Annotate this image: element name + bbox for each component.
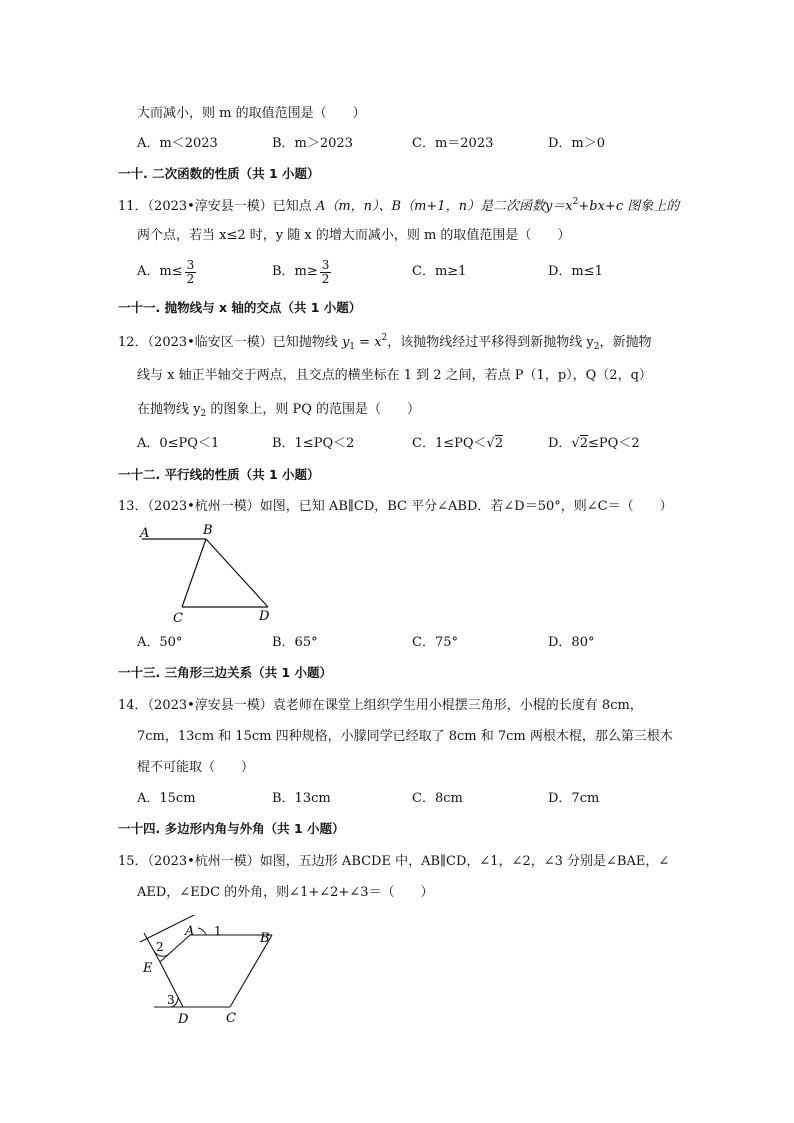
q11-option-d: D．m≤1 bbox=[548, 264, 603, 279]
q14-option-d: D．7cm bbox=[548, 791, 600, 806]
q12-option-d-prefix: D． bbox=[548, 436, 572, 451]
q12-line1-e: ，新抛物 bbox=[599, 335, 652, 350]
q11-line-1 bbox=[118, 197, 679, 217]
q12-option-c-radicand: 2 bbox=[494, 436, 504, 451]
q12-option-a: A．0≤PQ＜1 bbox=[137, 436, 220, 451]
q12-line3-sub: 2 bbox=[200, 409, 207, 419]
section-heading-10: 一十. 二次函数的性质（共 1 小题） bbox=[118, 166, 320, 181]
q12-option-d bbox=[548, 434, 640, 454]
label-d: D bbox=[259, 609, 270, 624]
q13-line-1: 13．（2023•杭州一模）如图，已知 AB∥CD，BC 平分∠ABD．若∠D＝50°，则∠C＝（ ） bbox=[118, 499, 673, 514]
q11-option-b-fraction bbox=[320, 259, 332, 286]
q10-option-d: D．m＞0 bbox=[548, 136, 606, 151]
angle-label-1: 1 bbox=[214, 924, 222, 938]
q11-line-2: 两个点，若当 x≤2 时，y 随 x 的增大而减小，则 m 的取值范围是（ ） bbox=[137, 228, 571, 243]
section-heading-11: 一十一. 抛物线与 x 轴的交点（共 1 小题） bbox=[118, 300, 362, 315]
q11-sup: 2 bbox=[572, 197, 579, 207]
q14-line-3: 棍不可能取（ ） bbox=[137, 760, 255, 775]
sqrt-symbol: √ bbox=[486, 436, 495, 451]
q12-y1: y bbox=[341, 335, 350, 350]
q14-option-a: A．15cm bbox=[137, 791, 196, 806]
q11-line1-d: +bx+c 图象上的 bbox=[578, 199, 680, 214]
q11-option-b-prefix: B．m≥ bbox=[272, 264, 318, 279]
q12-option-d-radicand: 2 bbox=[579, 436, 589, 451]
q15-pentagon-figure bbox=[130, 915, 290, 1030]
label-b: B bbox=[203, 523, 213, 538]
q14-line-1: 14．（2023•淳安县一模）袁老师在课堂上组织学生用小棍摆三角形，小棍的长度有 8cm， bbox=[118, 698, 643, 713]
q12-sub1: 1 bbox=[349, 342, 356, 352]
q12-option-c bbox=[412, 434, 503, 454]
segment-bd bbox=[206, 539, 268, 607]
label-a: A bbox=[185, 924, 195, 939]
section-heading-13: 一十三. 三角形三边关系（共 1 小题） bbox=[118, 665, 333, 680]
q13-triangle-figure bbox=[130, 520, 290, 630]
q12-option-c-text: C．1≤PQ＜ bbox=[412, 436, 487, 451]
section-heading-14: 一十四. 多边形内角与外角（共 1 小题） bbox=[118, 821, 345, 836]
q12-line3-b: 的图象上，则 PQ 的范围是（ ） bbox=[206, 402, 421, 417]
q10-option-a: A．m＜2023 bbox=[137, 136, 218, 151]
q10-option-c: C．m＝2023 bbox=[412, 136, 494, 151]
q13-option-d: D．80° bbox=[548, 635, 595, 650]
q12-sub2: 2 bbox=[593, 342, 600, 352]
q12-line-3 bbox=[137, 400, 420, 420]
q15-line-1: 15．（2023•杭州一模）如图，五边形 ABCDE 中，AB∥CD，∠1，∠2，∠3 分别是∠BAE，∠ bbox=[118, 854, 670, 869]
q11-option-a bbox=[137, 256, 198, 288]
q14-line-2: 7cm，13cm 和 15cm 四种规格，小朦同学已经取了 8cm 和 7cm 两根木棍，那么第三根木 bbox=[137, 729, 673, 744]
q11-line1-a: 11．（2023•淳安县一模）已知点 bbox=[118, 199, 312, 214]
q14-option-c: C．8cm bbox=[412, 791, 463, 806]
q10-option-b: B．m＞2023 bbox=[272, 136, 353, 151]
fraction-numerator: 3 bbox=[321, 257, 330, 272]
q11-option-a-fraction bbox=[185, 259, 197, 286]
q12-option-d-text: ≤PQ＜2 bbox=[588, 436, 640, 451]
q11-option-a-prefix: A．m≤ bbox=[137, 264, 183, 279]
q11-option-b bbox=[272, 256, 333, 288]
q14-option-b: B．13cm bbox=[272, 791, 331, 806]
sqrt-symbol: √ bbox=[571, 436, 580, 451]
label-e: E bbox=[143, 961, 153, 976]
q12-line1-d: ，该抛物线经过平移得到新抛物线 y bbox=[387, 335, 594, 350]
fraction-denominator: 2 bbox=[321, 271, 330, 286]
segment-bc bbox=[182, 539, 206, 607]
label-c: C bbox=[226, 1011, 236, 1026]
q12-line-1 bbox=[118, 333, 652, 353]
label-c: C bbox=[173, 611, 183, 626]
label-d: D bbox=[178, 1012, 189, 1027]
q12-line1-c: = x bbox=[359, 335, 382, 350]
q11-line1-c: y＝x bbox=[544, 199, 573, 214]
section-heading-12: 一十二. 平行线的性质（共 1 小题） bbox=[118, 467, 320, 482]
fraction-denominator: 2 bbox=[186, 271, 195, 286]
q11-line1-b: A（m，n）、B（m+1，n）是二次函数 bbox=[315, 199, 545, 214]
angle-label-2: 2 bbox=[156, 940, 164, 954]
q12-line1-a: 12．（2023•临安区一模）已知抛物线 bbox=[118, 335, 338, 350]
segment-ae bbox=[160, 935, 190, 962]
q12-sup: 2 bbox=[381, 333, 388, 343]
q15-line-2: AED，∠EDC 的外角，则∠1+∠2+∠3＝（ ） bbox=[137, 885, 434, 900]
fraction-numerator: 3 bbox=[186, 257, 195, 272]
q12-option-b: B．1≤PQ＜2 bbox=[272, 436, 355, 451]
q13-option-b: B．65° bbox=[272, 635, 318, 650]
angle-arc-1 bbox=[198, 928, 206, 935]
q11-option-c: C．m≥1 bbox=[412, 264, 467, 279]
label-a: A bbox=[140, 526, 150, 541]
label-b: B bbox=[260, 931, 270, 946]
q12-line3-a: 在抛物线 y bbox=[137, 402, 201, 417]
q13-option-a: A．50° bbox=[137, 635, 183, 650]
q10-tail-text: 大而减小，则 m 的取值范围是（ ） bbox=[137, 106, 366, 121]
angle-label-3: 3 bbox=[167, 993, 175, 1007]
q13-option-c: C．75° bbox=[412, 635, 458, 650]
q12-line-2: 线与 x 轴正半轴交于两点，且交点的横坐标在 1 到 2 之间，若点 P（1，p），Q（2，q） bbox=[137, 368, 652, 383]
